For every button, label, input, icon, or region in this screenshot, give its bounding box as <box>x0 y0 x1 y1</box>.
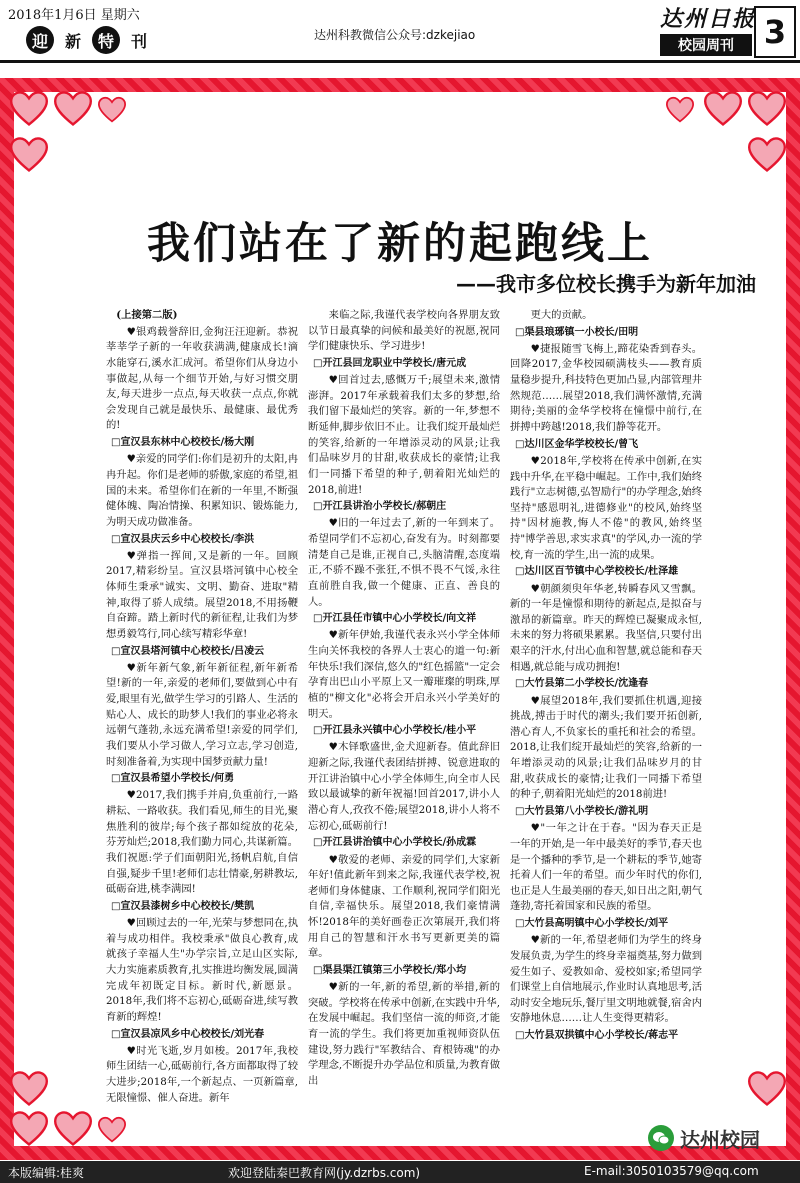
text-column-1 <box>106 308 298 1108</box>
masthead <box>0 0 800 64</box>
page-editor: 本版编辑:桂爽 <box>8 1166 85 1180</box>
wechat-watermark <box>648 1124 760 1152</box>
heart-icon <box>748 136 786 174</box>
message-paragraph: 来临之际,我谨代表学校向各界朋友致以节日最真挚的问候和最美好的祝愿,祝同学们健康快乐、学习进步! <box>308 309 500 353</box>
contact-email[interactable]: E-mail:3050103579@qq.com <box>584 1164 759 1178</box>
section-char: 新 <box>59 26 87 54</box>
heart-icon <box>54 1110 92 1148</box>
decorative-frame <box>0 78 800 1160</box>
watermark-text: 达州校园 <box>680 1127 760 1152</box>
author-signature: □开江县任市镇中心小学校长/向文祥 <box>313 613 477 625</box>
message-paragraph: ♥弹指一挥间,又是新的一年。回顾2017,精彩纷呈。宣汉县塔河镇中心校全体师生秉承"诚实、文明、勤奋、进取"精神,取得了骄人成绩。展望2018,不用扬鞭自奋蹄。踏上新时代的新征程,让我们为梦想勇毅笃行,同心续写精彩华章! <box>106 549 298 640</box>
heart-icon <box>10 1110 48 1148</box>
message-paragraph: ♥2018年,学校将在传承中创新,在实践中升华,在平稳中崛起。工作中,我们始终践行"立志树德,弘智励行"的办学理念,始终坚持"感恩明礼,进德修业"的校风,始终坚持"因材施教,悔人不倦"的教风,始终坚持"博学善思,求实求真"的学风,办一流的学校,育一流的学生,出一流的成果。 <box>510 454 702 561</box>
author-signature: □开江县讲治小学校长/郝朝庄 <box>313 501 447 513</box>
author-signature: □开江县讲治镇中心小学校长/孙成霖 <box>313 837 477 849</box>
author-signature: □宣汉县凉风乡中心校校长/刘光春 <box>111 1028 265 1040</box>
author-signature: □宣汉县庆云乡中心校校长/李洪 <box>111 533 255 545</box>
message-paragraph: ♥2017,我们携手并肩,负重前行,一路耕耘、一路收获。我们看见,师生的目光,聚焦胜利的彼岸;每个孩子都如绽放的花朵,芬芳灿烂;2018,我们勤力同心,共谋新篇。我们祝愿:学子们面朝阳光,扬帆启航,自信自强,疑步千里!老师们志壮情豪,躬耕教坛,砥砺奋进,桃李满园! <box>106 789 298 896</box>
author-signature: □大竹县双拱镇中心小学校长/蒋志平 <box>515 1030 679 1042</box>
message-paragraph: ♥亲爱的同学们:你们是初升的太阳,冉冉升起。你们是老师的骄傲,家庭的希望,祖国的未来。希望你们在新的一年里,不断强健体魄、陶冶情操、积累知识、锻炼能力,为明天成功做准备。 <box>106 453 298 528</box>
article-panel <box>14 92 786 1146</box>
masthead-rule <box>0 60 800 63</box>
message-paragraph: ♥木铎歌盛世,金犬迎新春。值此辞旧迎新之际,我谨代表团结拼搏、锐意进取的开江讲治镇中心小学全体师生,向全市人民致以最诚挚的新年祝福!回首2017,讲小人潜心育人,孜孜不倦;展望2018,讲小人将不忘初心,砥砺前行! <box>308 741 500 832</box>
message-paragraph: ♥展望2018年,我们要抓住机遇,迎接挑战,搏击于时代的潮头;我们要开拓创新,潜心育人,不负家长的重托和社会的希望。2018,让我们绽开最灿烂的笑容,给新的一年增添灵动的风景;让我们品味岁月的甘甜,收获成长的豪情;让我们一同播下希望的种子,朝着阳光灿烂的2018前进! <box>510 694 702 801</box>
text-column-3 <box>510 308 702 1108</box>
message-paragraph: ♥银鸡载誉辞旧,金狗汪汪迎新。恭祝莘莘学子新的一年收获满满,健康成长!滴水能穿石,溪水汇成河。希望你们从身边小事做起,从每一个细节开始,与好习惯交朋友,每天进步一点点,每天收获一点点,你就会发现自己就是最快乐、最健康、最优秀的! <box>106 325 298 432</box>
newspaper-logo: 达州日报 <box>660 6 757 32</box>
heart-icon <box>54 90 92 128</box>
message-paragraph: ♥回顾过去的一年,光荣与梦想同在,执着与成功相伴。我校秉承"做良心教育,成就孩子幸福人生"办学宗旨,立足山区实际,大力实施素质教育,扎实推进均衡发展,圆满完成年初既定目标。新时代,新愿景。2018年,我们将不忘初心,砥砺奋进,续写教育新的辉煌! <box>106 917 298 1023</box>
message-paragraph: ♥新年伊始,我谨代表永兴小学全体师生向关怀我校的各界人士衷心的道一句:新年快乐!我们深信,悠久的"红色摇篮"一定会孕育出巴山小平原上又一瓣璀璨的明珠,厚植的"柳文化"必将会开启永兴小学美好的明天。 <box>308 629 500 720</box>
heart-icon <box>748 1070 786 1108</box>
wechat-icon <box>648 1125 674 1151</box>
section-char: 刊 <box>125 26 153 54</box>
heart-icon <box>666 96 694 124</box>
section-char: 迎 <box>26 26 54 54</box>
heart-icon <box>98 1116 126 1144</box>
author-signature: □大竹县第二小学校长/沈逢春 <box>515 678 649 690</box>
author-signature: □大竹县第八小学校长/游礼明 <box>515 806 649 818</box>
page-number: 3 <box>754 6 796 58</box>
article-body <box>106 308 702 1108</box>
author-signature: □渠县琅琊镇一小校长/田明 <box>515 326 639 338</box>
heart-icon <box>704 90 742 128</box>
message-paragraph: 更大的贡献。 <box>530 309 593 321</box>
message-paragraph: ♥捷报随雪飞梅上,蹄花染香到春头。回降2017,金华校园硕满枝头——教育质量稳步提升,科技特色更加凸显,内部管理井然规范……展望2018,我们满怀激情,充满期待;美丽的金华学校将在憧憬中前行,在拼搏中跨越!2018,我们静等花开。 <box>510 342 702 434</box>
section-char: 特 <box>92 26 120 54</box>
website-link[interactable]: 欢迎登陆秦巴教育网(jy.dzrbs.com) <box>228 1166 421 1180</box>
wechat-account: 达州科教微信公众号:dzkejiao <box>314 28 476 42</box>
author-signature: □开江县永兴镇中心小学校长/桂小平 <box>313 725 477 737</box>
message-paragraph: ♥时光飞逝,岁月如梭。2017年,我校师生团结一心,砥砺前行,各方面都取得了较大进步;2018年,一个新起点、一页新篇章,无限憧憬、催人奋进。新年 <box>106 1044 298 1104</box>
heart-icon <box>10 1070 48 1108</box>
author-signature: □渠县渠江镇第三小学校长/郑小均 <box>313 965 467 976</box>
heart-icon <box>10 136 48 174</box>
message-paragraph: ♥朝颜须臾年华老,转瞬春风又雪飘。新的一年是憧憬和期待的新起点,是拟奋与激昂的新篇章。昨天的辉煌已凝聚成永恒,未来的努力将硕果累累。我坚信,只要付出艰辛的汗水,付出心血和智慧,就总能和春天相遇,就总能与成功拥抱! <box>510 582 702 673</box>
message-paragraph: ♥新年新气象,新年新征程,新年新希望!新的一年,亲爱的老师们,要做到心中有爱,眼里有光,做学生学习的引路人、生活的贴心人、成长的助梦人!我们的事业必将永远朝气蓬勃,永远充满希望!亲爱的同学们,我们要从小学习做人,学习立志,学习创造,时刻准备着,为实现中国梦贡献力量! <box>106 661 298 768</box>
message-paragraph: ♥新的一年,希望老师们为学生的终身发展负责,为学生的终身幸福奠基,努力做到爱生如子、爱教如命、爱校如家;希望同学们课堂上自信地展示,作业时认真地思考,活动时安全地玩乐,餐厅里文明地就餐,宿舍内安静地休息……让人生变得更精彩。 <box>510 934 702 1025</box>
author-signature: □宣汉县东林中心校校长/杨大刚 <box>111 437 255 449</box>
message-paragraph: ♥新的一年,新的希望,新的举措,新的突破。学校将在传承中创新,在实践中升华,在发展中崛起。我们坚信一流的师资,才能育一流的学生。我们将更加重视师资队伍建设,努力践行"军教结合、育根铸魂"的办学理念,不断提升办学品位和质量,为教育做出 <box>308 981 500 1088</box>
article-subtitle: ——我市多位校长携手为新年加油 <box>456 272 756 296</box>
page-footer <box>0 1161 800 1183</box>
article-title: 我们站在了新的起跑线上 <box>147 219 653 269</box>
text-column-2 <box>308 308 500 1108</box>
issue-date: 2018年1月6日 星期六 <box>8 8 140 23</box>
author-signature: □宣汉县希望小学校长/何勇 <box>111 773 235 785</box>
continuation-note: (上接第二版) <box>116 309 178 321</box>
heart-icon <box>10 90 48 128</box>
heart-icon <box>748 90 786 128</box>
message-paragraph: ♥敬爱的老师、亲爱的同学们,大家新年好!值此新年到来之际,我谨代表学校,祝老师们身体健康、工作顺利,祝同学们阳光自信,幸福快乐。展望2018,我们豪情满怀!2018年的美好画卷正次第展开,我们将用自己的智慧和汗水书写更新更美的篇章。 <box>308 853 500 960</box>
column-name: 校园周刊 <box>660 34 752 56</box>
author-signature: □开江县回龙职业中学校长/唐元成 <box>313 357 467 369</box>
author-signature: □宣汉县塔河镇中心校校长/吕凌云 <box>111 645 265 657</box>
author-signature: □达川区金华学校校长/曾飞 <box>515 438 639 450</box>
author-signature: □宣汉县漆树乡中心校校长/樊凯 <box>111 900 255 912</box>
message-paragraph: ♥回首过去,感慨万千;展望未来,激情澎湃。2017年承载着我们太多的梦想,给我们留下最灿烂的笑容。新的一年,梦想不断延伸,脚步依旧不止。让我们绽开最灿烂的笑容,给新的一年增添灵动的风景;让我们品味岁月的甘甜,收获成长的豪情;让我们一同播下希望的种子,朝着阳光灿烂的2018,前进! <box>308 374 500 496</box>
message-paragraph: ♥"一年之计在于春。"因为春天正是一年的开始,是一年中最美好的季节,春天也是一个播种的季节,是一个耕耘的季节,她寄托着人们一年的希望。而少年时代的你们,也正是人生最美丽的春天,如日出之阳,朝气蓬勃,寄托着国家和民族的希望。 <box>510 822 702 913</box>
author-signature: □大竹县高明镇中心小学校长/刘平 <box>515 918 669 930</box>
author-signature: □达川区百节镇中心学校校长/杜泽雄 <box>515 566 679 578</box>
heart-icon <box>98 96 126 124</box>
section-banner <box>26 26 153 54</box>
message-paragraph: ♥旧的一年过去了,新的一年到来了。希望同学们不忘初心,奋发有为。时刻都要清楚自己是谁,正视自己,头脑清醒,态度端正,不骄不躁不张狂,不惧不畏不气馁,永往直前胜自我,做一个健康、正直、善良的人。 <box>308 517 500 608</box>
